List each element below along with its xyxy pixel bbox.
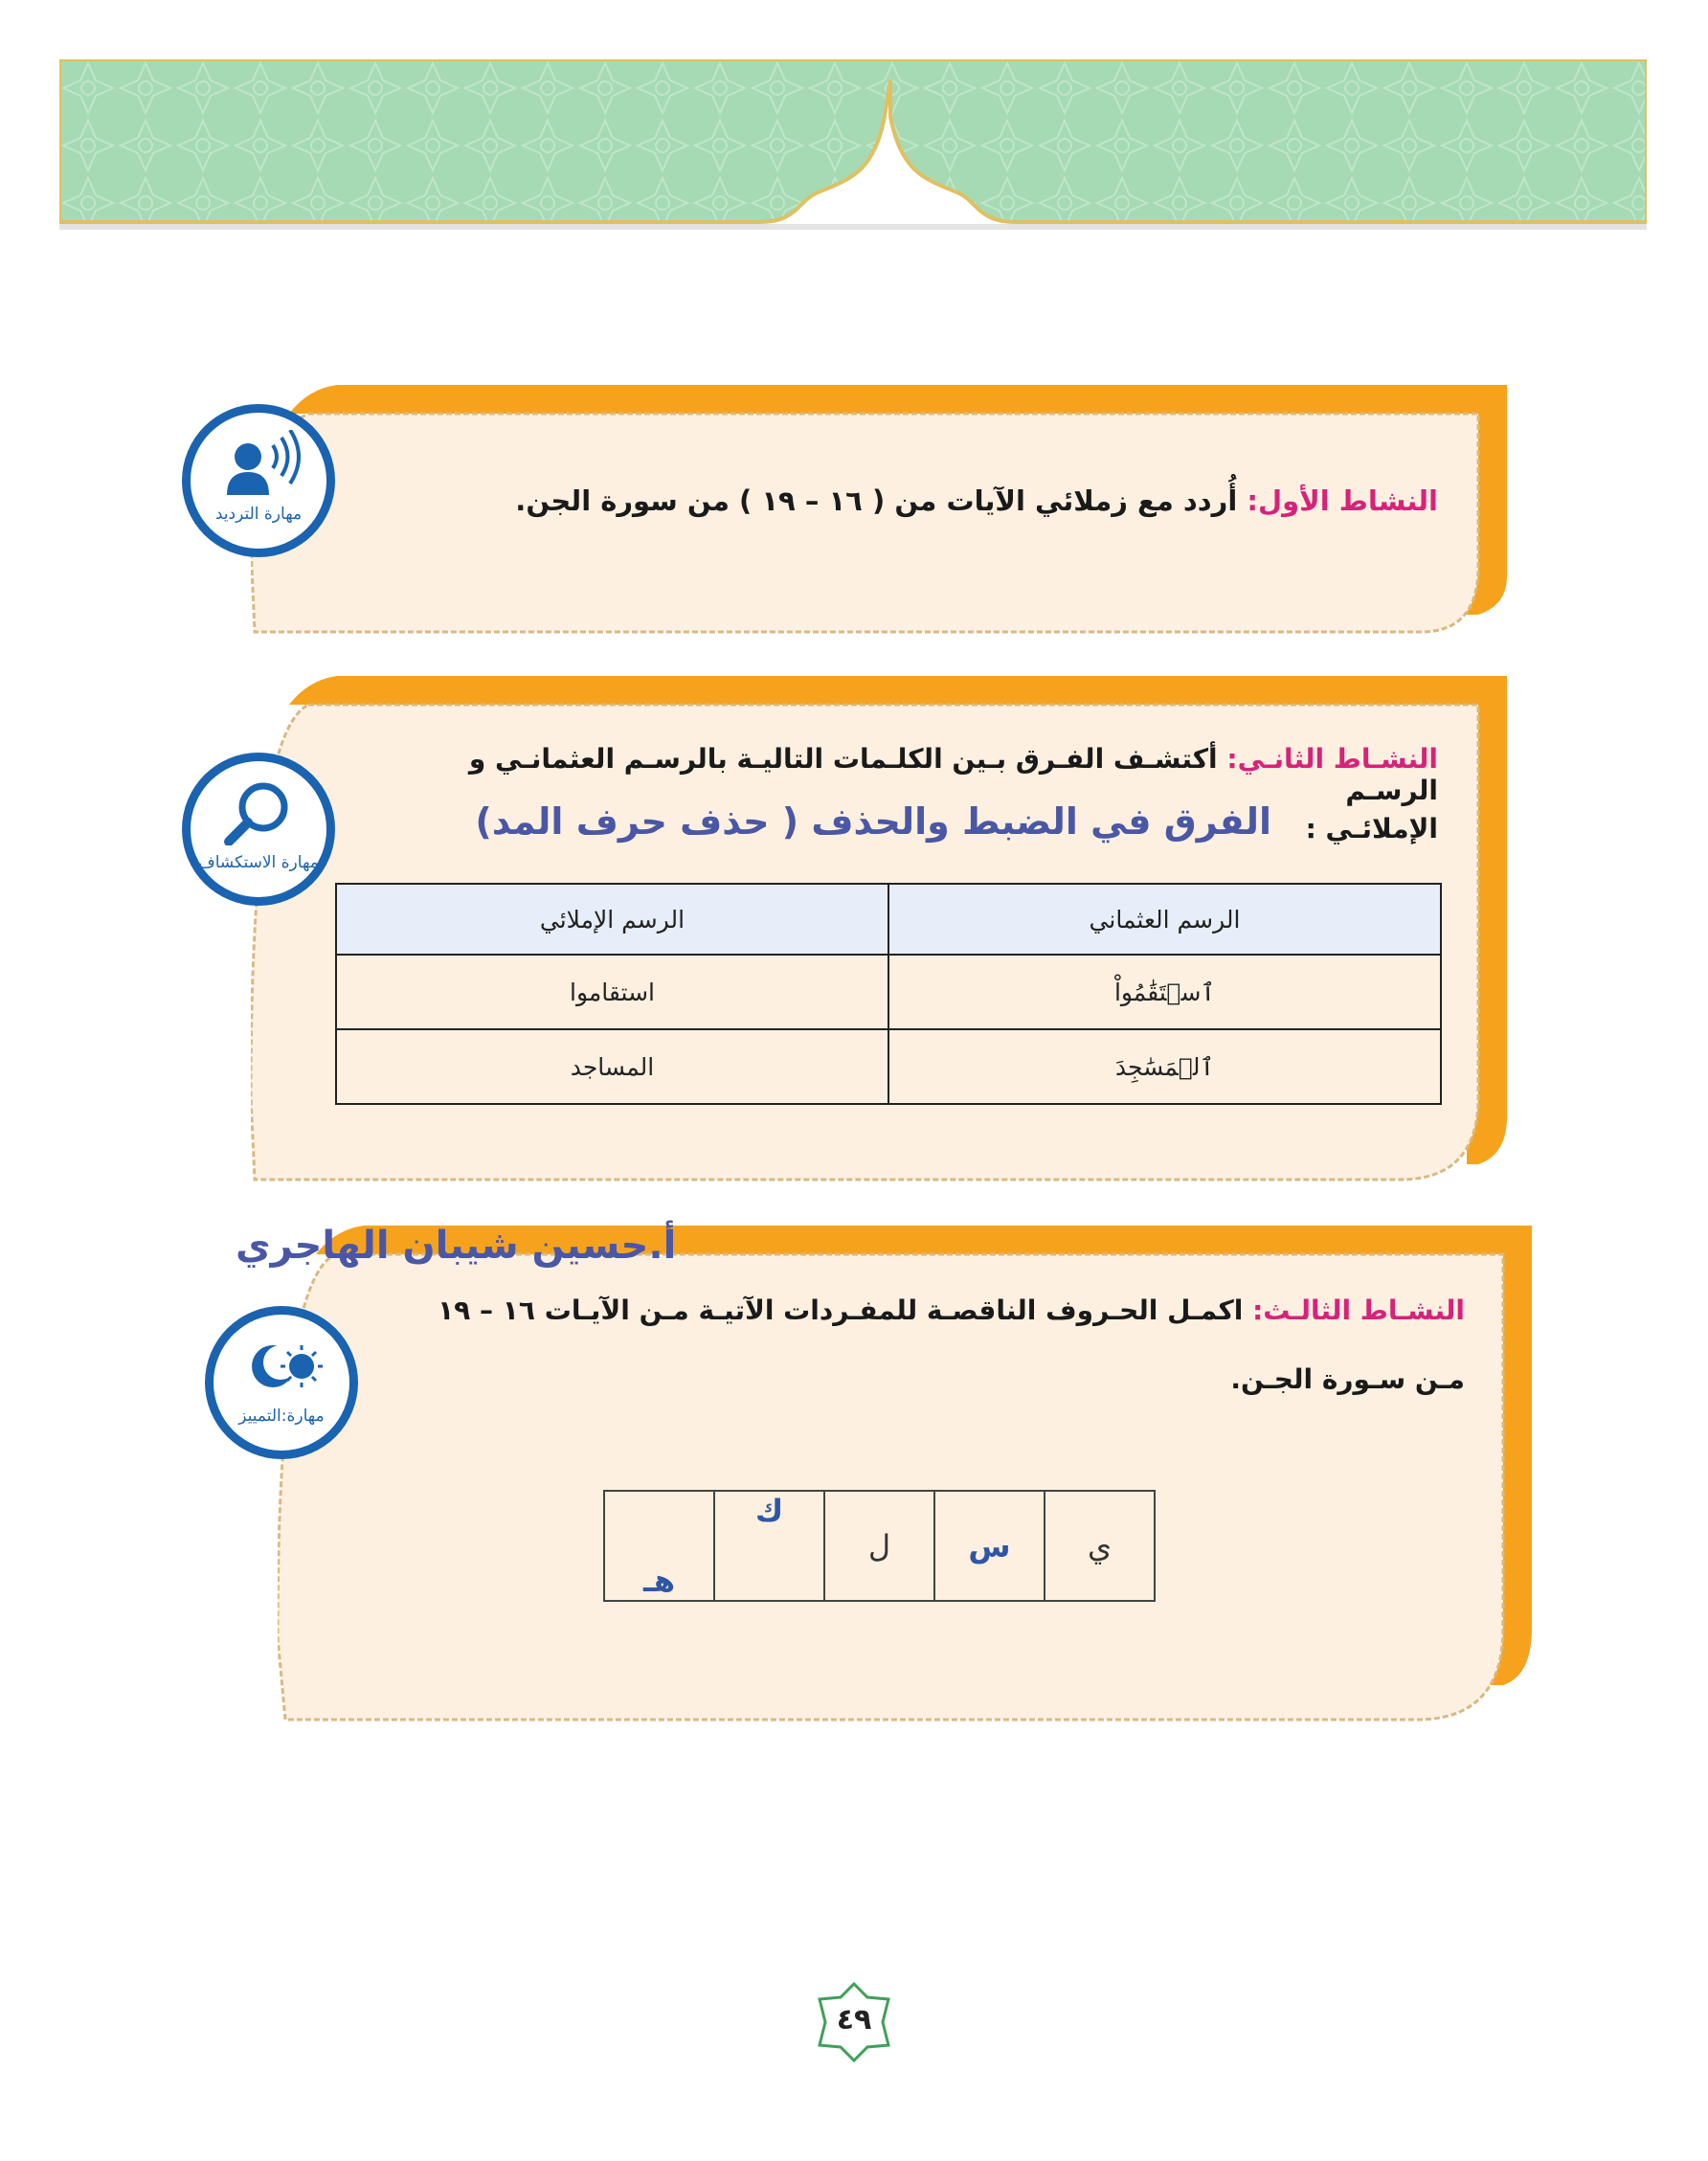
activity-3-instruction-line1 (412, 1294, 1465, 1326)
magnifier-icon (191, 778, 326, 845)
activity-3-instruction-line2: مـن سـورة الجـن. (1230, 1363, 1465, 1395)
activity-1-card (251, 385, 1507, 642)
activity-3-label: النشـاط الثالـث: (1252, 1294, 1465, 1326)
imlaai-cell: استقاموا (336, 955, 888, 1029)
rasm-comparison-table (335, 883, 1442, 1105)
distinction-skill-caption: مهارة:التمييز (238, 1407, 325, 1426)
letter-cell: س (934, 1491, 1045, 1601)
uthmani-cell: ٱسۡتَقَٰمُواْ (888, 955, 1441, 1029)
activity-1-label: النشاط الأول: (1247, 484, 1438, 517)
letters-grid (603, 1490, 1156, 1602)
uthmani-cell: ٱلۡمَسَٰجِدَ (888, 1029, 1441, 1104)
activity-3-card (278, 1226, 1532, 1723)
letter-cell: ك (714, 1491, 824, 1601)
activity-3-text-line1: اكمـل الحـروف الناقصـة للمفـردات الآتيـة مـن الآيـات ١٦ – ١٩ (438, 1294, 1244, 1326)
table-row (336, 955, 1441, 1029)
letter-cell: ي (1045, 1491, 1155, 1601)
handwritten-answer: الفرق في الضبط والحذف ( حذف حرف المد) (475, 800, 1271, 843)
table-header-row (336, 884, 1441, 955)
imlaai-cell: المساجد (336, 1029, 888, 1104)
activity-2-instruction-line1 (385, 743, 1438, 806)
table-row (336, 1029, 1441, 1104)
author-note: أ.حسين شيبان الهاجري (236, 1224, 677, 1268)
letters-row (604, 1491, 1155, 1601)
letter-cell: ل (824, 1491, 934, 1601)
header-imlaai: الرسم الإملائي (336, 884, 888, 955)
header-banner (59, 59, 1647, 241)
exploration-skill-caption: مهارة الاستكشاف (198, 853, 319, 872)
page-number-badge (812, 1980, 896, 2064)
page-number: ٤٩ (836, 2003, 872, 2037)
activity-1-text: أُردد مع زملائي الآيات من ( ١٦ – ١٩ ) من سورة الجن. (515, 484, 1238, 517)
header-uthmani: الرسم العثماني (888, 884, 1441, 955)
repetition-skill-caption: مهارة الترديد (214, 505, 303, 524)
repetition-skill-badge (182, 404, 335, 557)
distinction-skill-badge (205, 1306, 358, 1459)
activity-2-label: النشـاط الثانـي: (1226, 743, 1438, 775)
letter-cell: هـ (604, 1491, 714, 1601)
exploration-skill-badge (182, 753, 335, 906)
activity-2-instruction-line2: الإملائـي : (1305, 813, 1438, 844)
activity-1-instruction (385, 484, 1438, 517)
sun-moon-icon (214, 1332, 349, 1399)
activity-2-text-line1: أكتشـف الفـرق بـين الكلـمات التاليـة بالرسـم العثمانـي و الرسـم (468, 743, 1438, 806)
speaking-person-icon (191, 430, 326, 497)
